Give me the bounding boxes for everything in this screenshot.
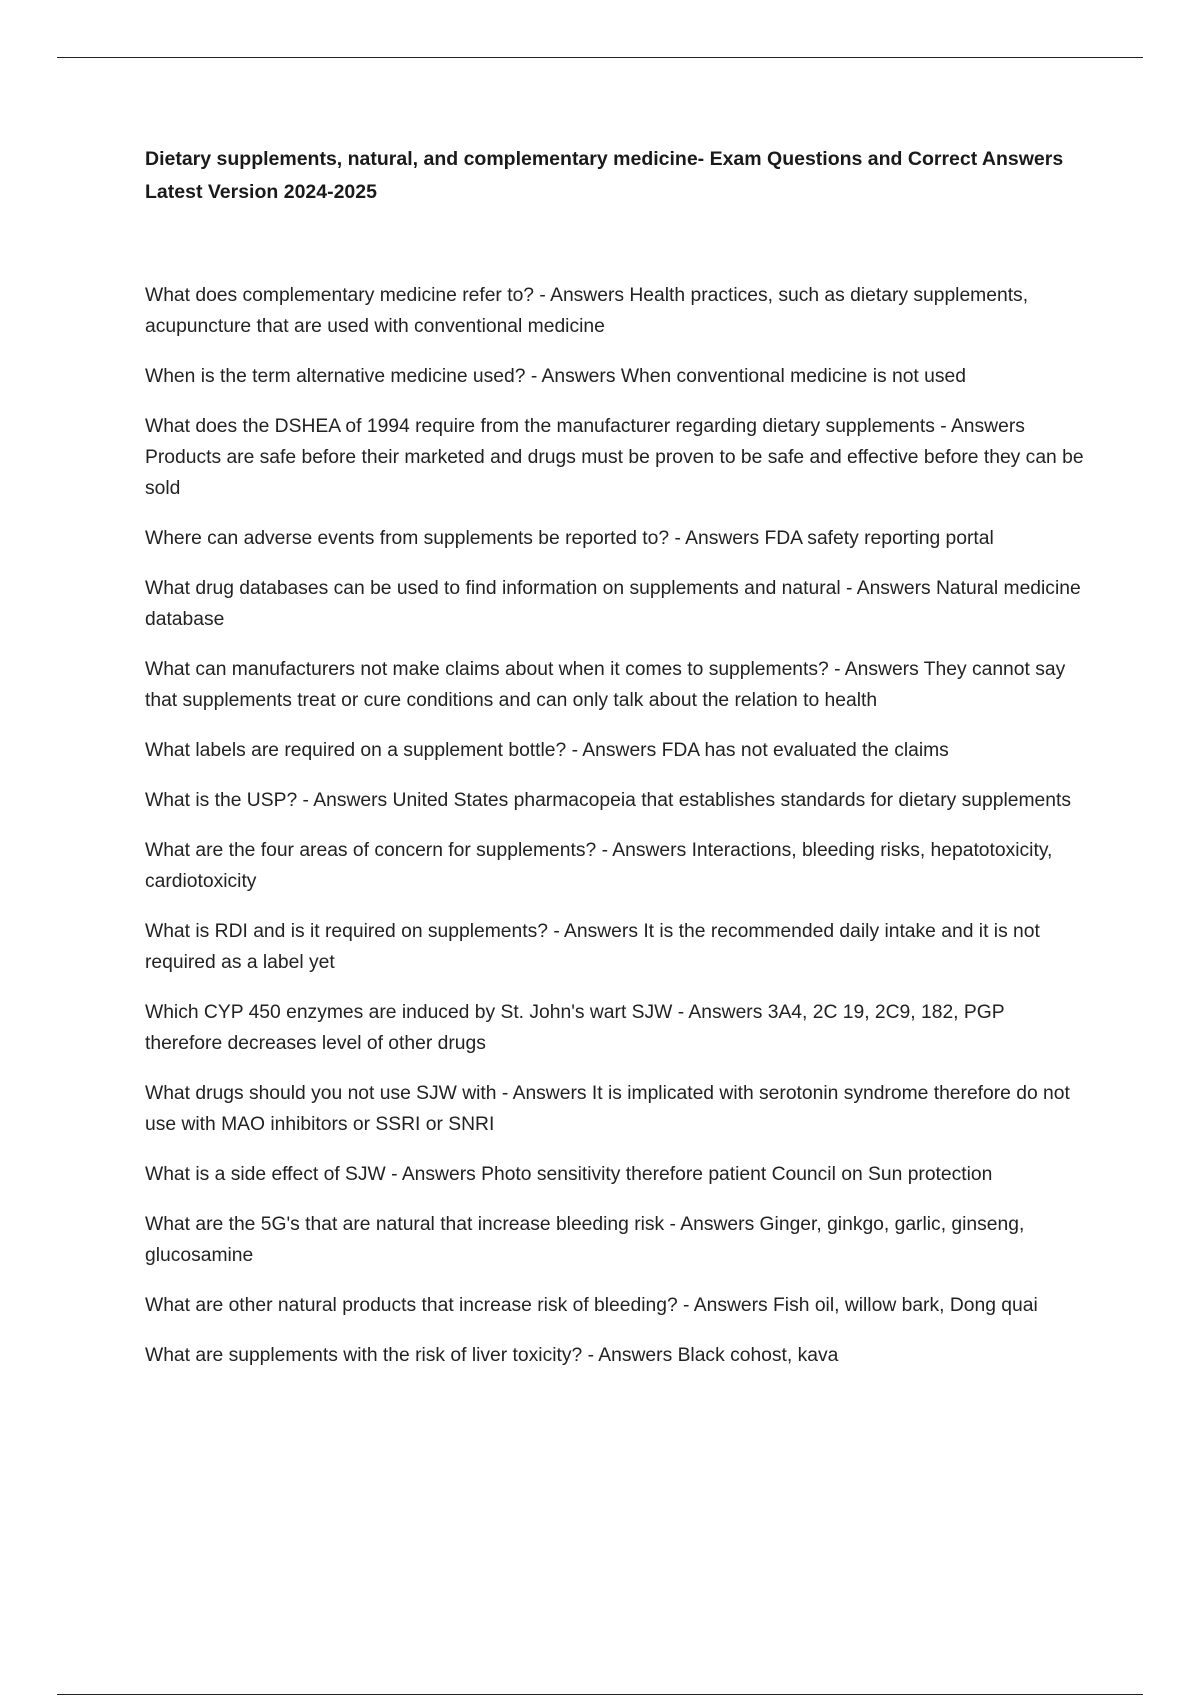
header-rule: [57, 57, 1143, 58]
qa-item: What are the four areas of concern for supplements? - Answers Interactions, bleeding risks, hepatotoxicity, cardiotoxicity: [145, 840, 1053, 892]
qa-item: What are the 5G's that are natural that increase bleeding risk - Answers Ginger, ginkgo, garlic, ginseng, glucosamine: [145, 1214, 1025, 1266]
qa-item: What can manufacturers not make claims about when it comes to supplements? - Answers They cannot say that supplements treat or cure conditions and can only talk about the relation to health: [145, 659, 1066, 711]
qa-item: What drugs should you not use SJW with - Answers It is implicated with serotonin syndrome therefore do not use with MAO inhibitors or SSRI or SNRI: [145, 1083, 1070, 1135]
qa-item: What is a side effect of SJW - Answers Photo sensitivity therefore patient Council on Sun protection: [145, 1164, 993, 1185]
qa-item: Where can adverse events from supplements be reported to? - Answers FDA safety reporting portal: [145, 528, 994, 549]
qa-item: What are supplements with the risk of liver toxicity? - Answers Black cohost, kava: [145, 1345, 839, 1366]
qa-list: [145, 280, 1085, 1371]
document-title: Dietary supplements, natural, and complementary medicine- Exam Questions and Correct Answers Latest Version 2024-2025: [145, 148, 1064, 203]
qa-item: What are other natural products that increase risk of bleeding? - Answers Fish oil, willow bark, Dong quai: [145, 1295, 1038, 1316]
qa-item: When is the term alternative medicine used? - Answers When conventional medicine is not used: [145, 366, 966, 387]
qa-item: What is the USP? - Answers United States pharmacopeia that establishes standards for dietary supplements: [145, 790, 1071, 811]
qa-item: Which CYP 450 enzymes are induced by St. John's wart SJW - Answers 3A4, 2C 19, 2C9, 182, PGP therefore decreases level of other drugs: [145, 1002, 1005, 1054]
qa-item: What does complementary medicine refer to? - Answers Health practices, such as dietary supplements, acupuncture that are used with conventional medicine: [145, 285, 1029, 337]
qa-item: What drug databases can be used to find information on supplements and natural - Answers Natural medicine database: [145, 578, 1081, 630]
document-body: [145, 143, 1085, 1390]
qa-item: What is RDI and is it required on supplements? - Answers It is the recommended daily intake and it is not required as a label yet: [145, 921, 1040, 973]
qa-item: What does the DSHEA of 1994 require from the manufacturer regarding dietary supplements - Answers Products are safe before their marketed and drugs must be proven to be safe and effective before they can be sold: [145, 416, 1084, 499]
qa-item: What labels are required on a supplement bottle? - Answers FDA has not evaluated the claims: [145, 740, 949, 761]
footer-rule: [57, 1694, 1143, 1695]
